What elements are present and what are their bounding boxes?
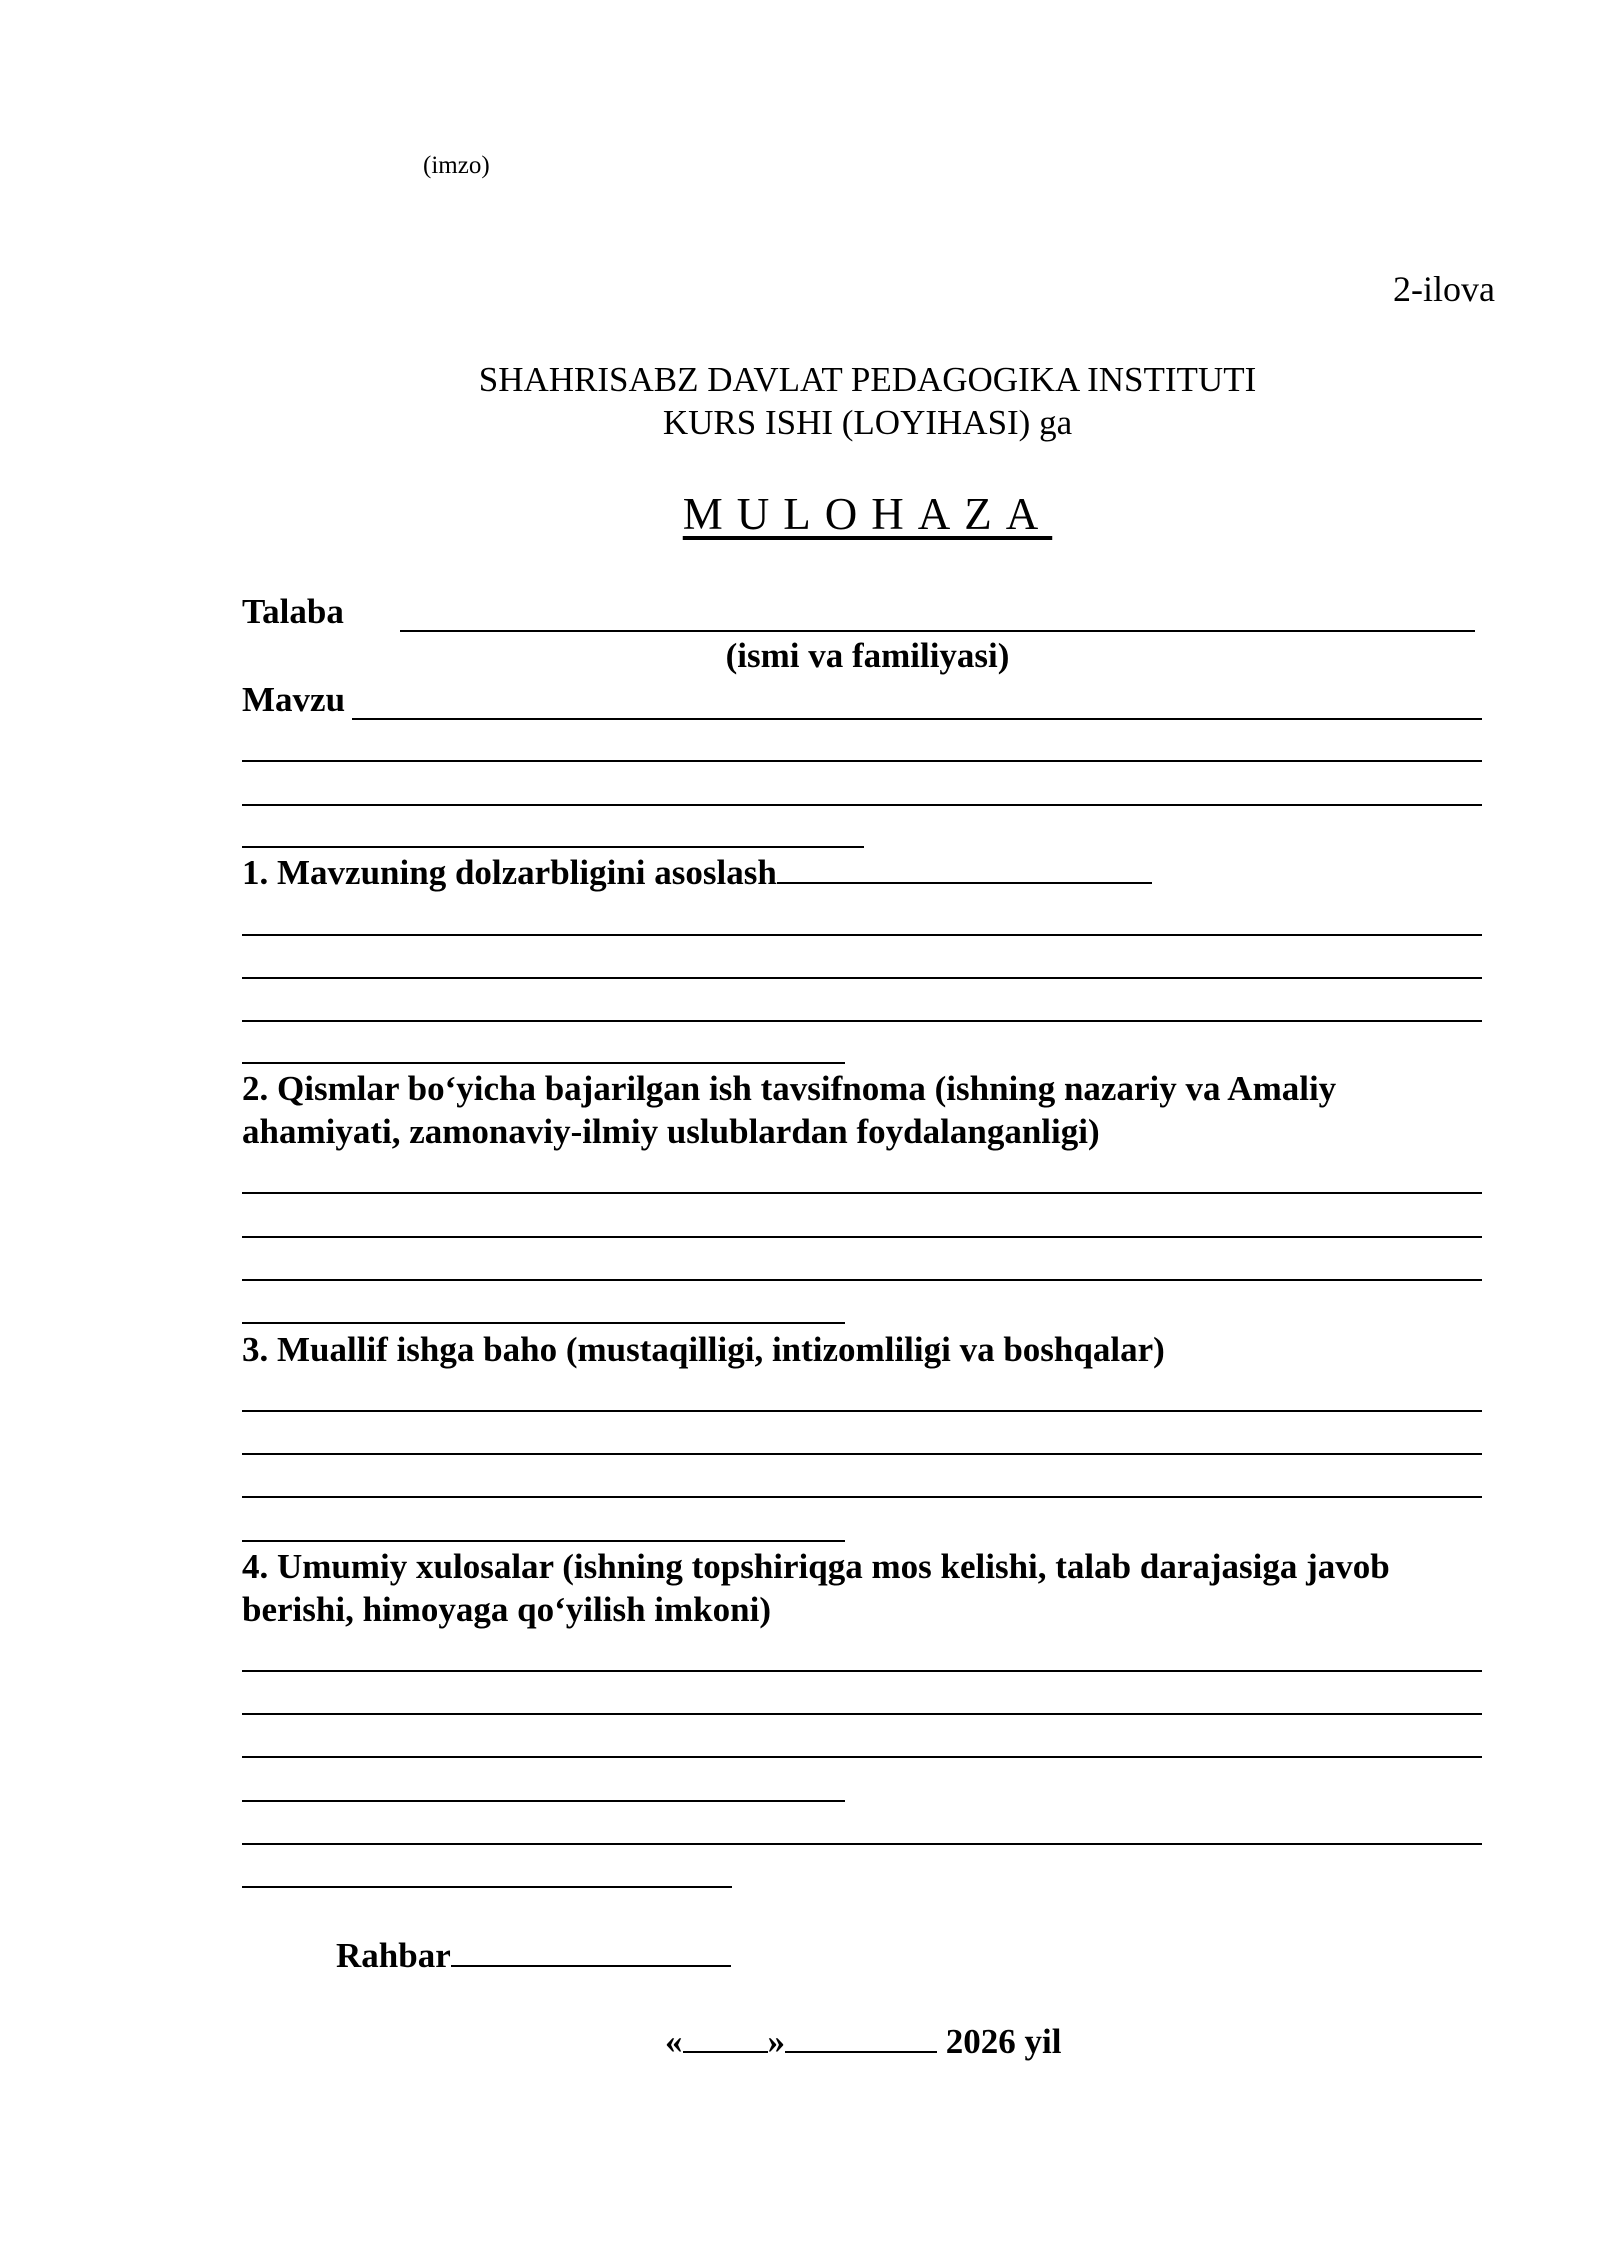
document-title-text: MULOHAZA (682, 489, 1053, 539)
topic-field-line[interactable] (242, 846, 864, 848)
section-1-field-line[interactable] (242, 1062, 845, 1064)
section-3-field-line[interactable] (242, 1540, 845, 1542)
institute-line: SHAHRISABZ DAVLAT PEDAGOGIKA INSTITUTI (478, 360, 1257, 399)
student-name-field[interactable] (400, 630, 1475, 632)
date-month-field[interactable] (785, 2051, 937, 2053)
section-1-field-line[interactable] (242, 1020, 1482, 1022)
section-3-field-line[interactable] (242, 1453, 1482, 1455)
section-2-heading-line2: ahamiyati, zamonaviy-ilmiy uslublardan foydalanganligi) (242, 1112, 1100, 1151)
signature-caption: (imzo) (423, 152, 490, 179)
topic-label: Mavzu (242, 680, 346, 719)
supervisor-row (336, 1936, 731, 1976)
section-4-field-line[interactable] (242, 1843, 1482, 1845)
section-2-field-line[interactable] (242, 1322, 845, 1324)
topic-field-line[interactable] (242, 804, 1482, 806)
supervisor-label: Rahbar (336, 1936, 451, 1975)
student-label: Talaba (242, 592, 344, 631)
section-1-text: 1. Mavzuning dolzarbligini asoslash (242, 853, 777, 892)
section-3-field-line[interactable] (242, 1496, 1482, 1498)
date-year: 2026 yil (945, 2022, 1062, 2061)
section-2-field-line[interactable] (242, 1192, 1482, 1194)
section-2-field-line[interactable] (242, 1279, 1482, 1281)
section-1-inline-field[interactable] (777, 882, 1152, 884)
section-1-heading (242, 853, 1152, 893)
student-name-caption: (ismi va familiyasi) (725, 636, 1010, 675)
section-4-heading-line2: berishi, himoyaga qo‘yilish imkoni) (242, 1590, 771, 1629)
date-row (665, 2022, 1061, 2062)
quote-close: » (767, 2022, 785, 2061)
appendix-label: 2-ilova (1393, 269, 1495, 309)
section-4-field-line[interactable] (242, 1886, 732, 1888)
document-title (0, 488, 1600, 540)
section-2-field-line[interactable] (242, 1236, 1482, 1238)
section-4-field-line[interactable] (242, 1800, 845, 1802)
section-1-field-line[interactable] (242, 934, 1482, 936)
quote-open: « (665, 2022, 683, 2061)
section-4-field-line[interactable] (242, 1670, 1482, 1672)
date-day-field[interactable] (683, 2051, 768, 2053)
section-3-heading: 3. Muallif ishga baho (mustaqilligi, intizomliligi va boshqalar) (242, 1330, 1165, 1369)
supervisor-signature-field[interactable] (451, 1965, 731, 1967)
section-2-heading-line1: 2. Qismlar bo‘yicha bajarilgan ish tavsifnoma (ishning nazariy va Amaliy (242, 1069, 1337, 1108)
section-4-heading-line1: 4. Umumiy xulosalar (ishning topshiriqga mos kelishi, talab darajasiga javob (242, 1547, 1390, 1586)
section-1-field-line[interactable] (242, 977, 1482, 979)
section-3-field-line[interactable] (242, 1410, 1482, 1412)
section-4-field-line[interactable] (242, 1756, 1482, 1758)
section-4-field-line[interactable] (242, 1713, 1482, 1715)
work-line: KURS ISHI (LOYIHASI) ga (662, 403, 1073, 442)
topic-field-line[interactable] (352, 718, 1482, 720)
topic-field-line[interactable] (242, 760, 1482, 762)
